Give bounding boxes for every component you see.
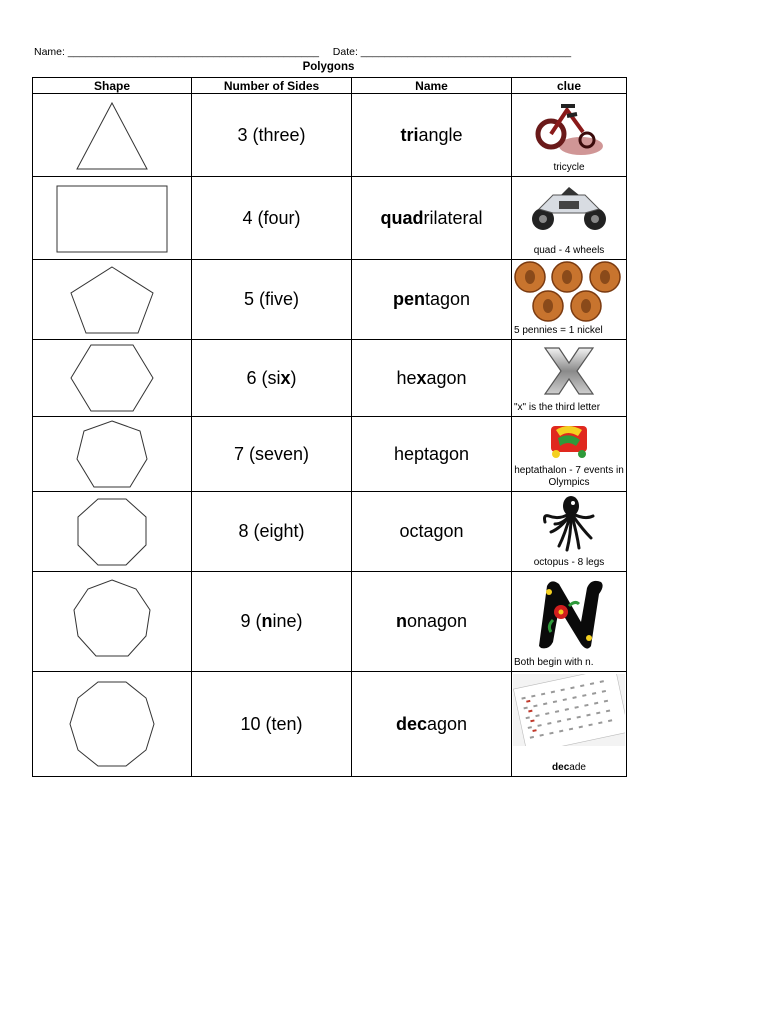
shape-cell — [33, 94, 192, 177]
clue-text: decade — [552, 762, 586, 773]
polygon-name-cell: decagon — [352, 672, 512, 777]
tricycle-icon — [531, 96, 607, 160]
clue-cell — [512, 177, 627, 260]
shape-cell — [33, 340, 192, 417]
clue-cell — [512, 572, 627, 672]
octagon-shape-icon — [62, 495, 162, 569]
sides-cell: 6 (six) — [192, 340, 352, 417]
athlete-icon — [548, 420, 590, 460]
shape-cell — [33, 572, 192, 672]
table-row — [33, 572, 627, 672]
table-header-row — [33, 78, 627, 94]
shape-cell — [33, 492, 192, 572]
sides-cell: 3 (three) — [192, 94, 352, 177]
shape-cell — [33, 177, 192, 260]
nonagon-shape-icon — [62, 574, 162, 670]
shape-cell — [33, 260, 192, 340]
table-row — [33, 492, 627, 572]
clue-text: tricycle — [553, 162, 585, 173]
clue-cell — [512, 340, 627, 417]
column-header-sides: Number of Sides — [192, 78, 352, 94]
column-header-name: Name — [352, 78, 512, 94]
polygon-name-cell: heptagon — [352, 417, 512, 492]
clue-text: heptathalon - 7 events in Olympics — [514, 465, 624, 488]
page-title: Polygons — [302, 61, 355, 73]
pentagon-shape-icon — [62, 263, 162, 337]
table-row — [33, 177, 627, 260]
polygon-name-cell: pentagon — [352, 260, 512, 340]
sides-cell: 5 (five) — [192, 260, 352, 340]
heptagon-shape-icon — [62, 417, 162, 491]
clue-text: "x" is the third letter — [514, 402, 601, 413]
sides-cell: 7 (seven) — [192, 417, 352, 492]
date-field-label: Date: ____________________________________ — [332, 46, 572, 58]
table-row — [33, 340, 627, 417]
calendar-icon — [513, 674, 625, 746]
clue-text: octopus - 8 legs — [533, 557, 605, 568]
clue-cell — [512, 492, 627, 572]
atv-icon — [529, 179, 609, 235]
rectangle-shape-icon — [52, 182, 172, 254]
shape-cell — [33, 417, 192, 492]
sides-cell: 8 (eight) — [192, 492, 352, 572]
letter-n-icon — [529, 576, 609, 652]
decagon-shape-icon — [62, 674, 162, 774]
clue-cell — [512, 94, 627, 177]
clue-text: 5 pennies = 1 nickel — [514, 325, 603, 336]
clue-cell — [512, 417, 627, 492]
polygon-name-cell: triangle — [352, 94, 512, 177]
letter-x-icon — [541, 346, 597, 396]
octopus-icon — [541, 494, 597, 554]
hexagon-shape-icon — [62, 341, 162, 415]
table-row — [33, 260, 627, 340]
sides-cell: 4 (four) — [192, 177, 352, 260]
table-row — [33, 672, 627, 777]
header-line — [34, 46, 571, 58]
clue-text: Both begin with n. — [514, 657, 594, 668]
column-header-shape: Shape — [33, 78, 192, 94]
table-row — [33, 417, 627, 492]
clue-text: quad - 4 wheels — [533, 245, 605, 256]
polygon-name-cell: hexagon — [352, 340, 512, 417]
name-field-label: Name: ___________________________________________ — [34, 46, 319, 58]
sides-cell: 9 (nine) — [192, 572, 352, 672]
polygon-name-cell: nonagon — [352, 572, 512, 672]
polygons-table — [32, 77, 627, 777]
polygon-name-cell: octagon — [352, 492, 512, 572]
column-header-clue: clue — [512, 78, 627, 94]
table-row — [33, 94, 627, 177]
clue-cell — [512, 672, 627, 777]
polygon-name-cell: quadrilateral — [352, 177, 512, 260]
shape-cell — [33, 672, 192, 777]
triangle-shape-icon — [62, 95, 162, 175]
clue-cell — [512, 260, 627, 340]
pennies-icon — [513, 261, 625, 323]
sides-cell: 10 (ten) — [192, 672, 352, 777]
